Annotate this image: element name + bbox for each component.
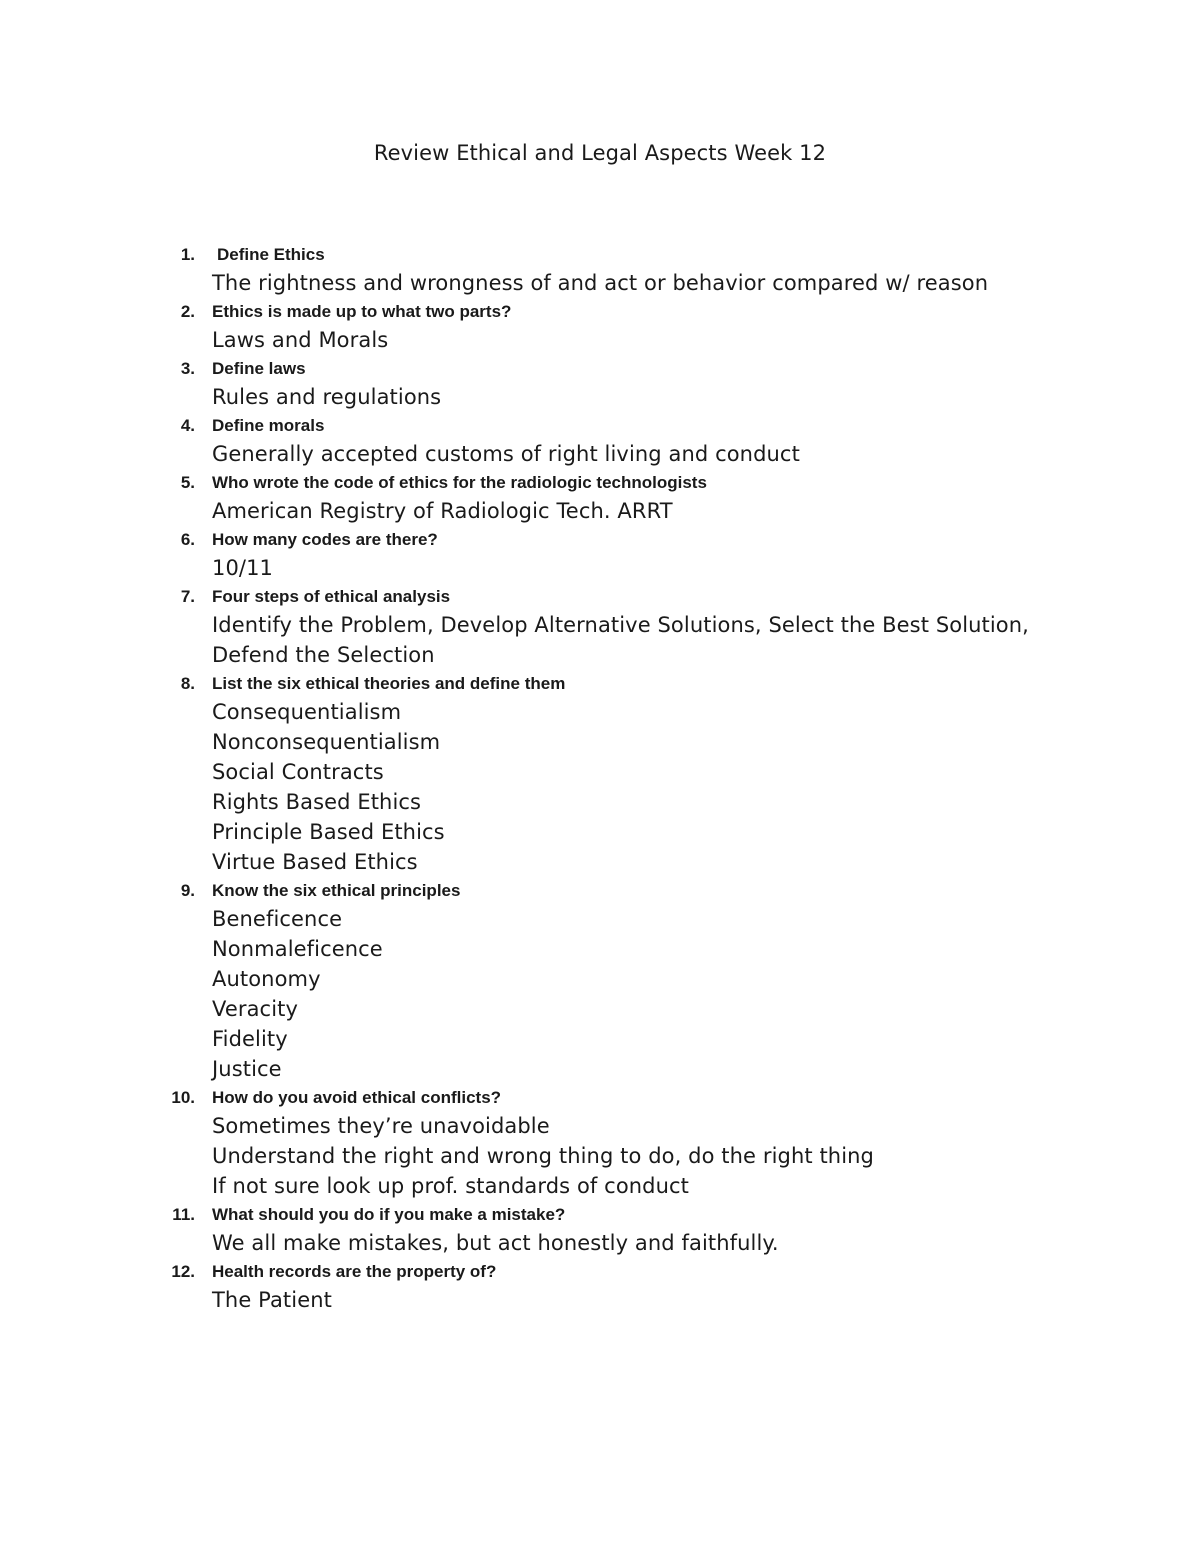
answer-line: Nonmaleficence [212,937,383,961]
question-item [0,670,1200,877]
answer-block [0,1228,1200,1258]
answer-line: American Registry of Radiologic Tech. ARRT [212,499,673,523]
question-number: 11. [172,1205,195,1224]
answer-block [0,325,1200,355]
answer-block [0,697,1200,877]
question-text: How do you avoid ethical conflicts? [212,1088,502,1107]
question-row [0,355,1200,382]
answer-line: Justice [212,1057,282,1081]
answer-line: If not sure look up prof. standards of conduct [212,1174,689,1198]
question-item [0,583,1200,670]
question-number: 1. [180,245,195,264]
question-list [0,241,1200,1315]
answer-block [0,1285,1200,1315]
question-item [0,1258,1200,1315]
question-number: 4. [180,416,195,435]
question-row [0,469,1200,496]
answer-line: Autonomy [212,967,321,991]
answer-line: Nonconsequentialism [212,730,441,754]
question-item [0,526,1200,583]
answer-line: Consequentialism [212,700,402,724]
question-row [0,241,1200,268]
answer-line: 10/11 [212,556,274,580]
answer-line: The rightness and wrongness of and act or behavior compared w/ reason [212,271,989,295]
question-item [0,241,1200,298]
question-number: 5. [180,473,195,492]
question-number: 7. [180,587,195,606]
answer-line: Fidelity [212,1027,288,1051]
question-text: Define Ethics [217,245,325,264]
question-row [0,1201,1200,1228]
answer-line: Generally accepted customs of right living and conduct [212,442,800,466]
answer-line: The Patient [212,1288,332,1312]
question-row [0,526,1200,553]
answer-line: Principle Based Ethics [212,820,445,844]
answer-line: Rights Based Ethics [212,790,422,814]
question-item [0,355,1200,412]
answer-block [0,904,1200,1084]
answer-line: Social Contracts [212,760,384,784]
question-row [0,583,1200,610]
question-text: Who wrote the code of ethics for the radiologic technologists [212,473,707,492]
question-text: Four steps of ethical analysis [212,587,451,606]
question-number: 6. [180,530,195,549]
question-number: 9. [180,881,195,900]
question-item [0,412,1200,469]
question-text: Health records are the property of? [212,1262,497,1281]
question-row [0,670,1200,697]
question-number: 10. [171,1088,195,1107]
question-item [0,1084,1200,1201]
question-text: Define morals [212,416,325,435]
question-item [0,877,1200,1084]
answer-block [0,553,1200,583]
question-row [0,412,1200,439]
question-number: 12. [171,1262,195,1281]
answer-line: Sometimes they’re unavoidable [212,1114,550,1138]
question-item [0,469,1200,526]
answer-line: Veracity [212,997,298,1021]
answer-line: Virtue Based Ethics [212,850,418,874]
question-row [0,1084,1200,1111]
answer-block [0,439,1200,469]
question-item [0,298,1200,355]
answer-block [0,610,1200,670]
answer-block [0,1111,1200,1201]
question-row [0,1258,1200,1285]
answer-block [0,496,1200,526]
question-text: Define laws [212,359,306,378]
answer-block [0,382,1200,412]
question-text: Ethics is made up to what two parts? [212,302,512,321]
answer-line: Rules and regulations [212,385,442,409]
answer-block [0,268,1200,298]
question-row [0,298,1200,325]
answer-line: Understand the right and wrong thing to do, do the right thing [212,1144,874,1168]
question-row [0,877,1200,904]
answer-line: Beneficence [212,907,343,931]
answer-line: Laws and Morals [212,328,389,352]
question-text: What should you do if you make a mistake? [212,1205,566,1224]
question-text: List the six ethical theories and define them [212,674,566,693]
question-number: 2. [180,302,195,321]
question-number: 8. [180,674,195,693]
question-item [0,1201,1200,1258]
answer-line: Defend the Selection [212,643,435,667]
answer-line: Identify the Problem, Develop Alternative Solutions, Select the Best Solution, [212,613,1029,637]
answer-line: We all make mistakes, but act honestly and faithfully. [212,1231,779,1255]
question-number: 3. [180,359,195,378]
document-title: Review Ethical and Legal Aspects Week 12 [373,141,827,165]
question-text: Know the six ethical principles [212,881,461,900]
question-text: How many codes are there? [212,530,438,549]
